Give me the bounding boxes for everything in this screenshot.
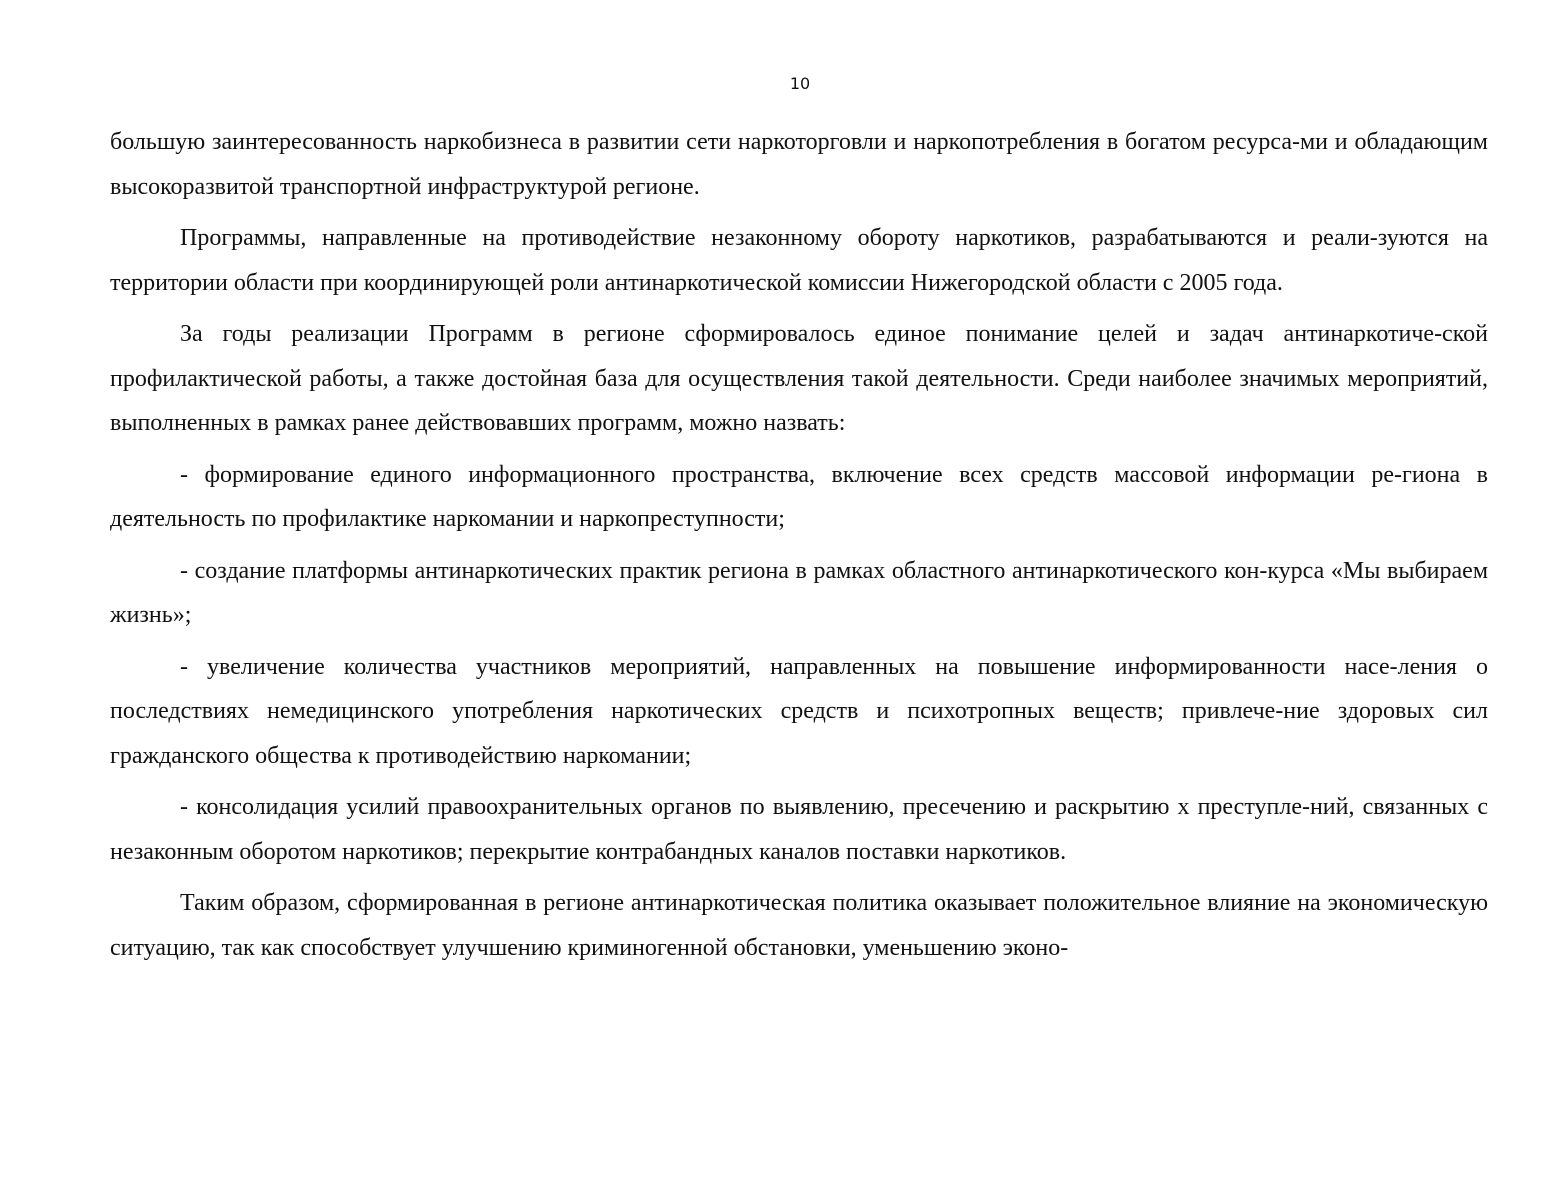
document-body xyxy=(110,120,1488,977)
list-item-participants: - увеличение количества участников мероприятий, направленных на повышение информированности насе-ления о последствиях немедицинского употребления наркотических средств и психотропных веществ; привлече-ние здоровых сил гражданского общества к противодействию наркомании; xyxy=(110,653,1488,769)
paragraph-conclusion: Таким образом, сформированная в регионе антинаркотическая политика оказывает положительное влияние на экономическую ситуацию, так как способствует улучшению криминогенной обстановки, уменьшению эконо- xyxy=(110,890,1488,961)
page-number: 10 xyxy=(789,74,811,93)
paragraph-programs: Программы, направленные на противодействие незаконному обороту наркотиков, разрабатываются и реали-зуются на территории области при координирующей роли антинаркотической комиссии Нижегородской области с 2005 года. xyxy=(110,225,1488,296)
paragraph-continuation: большую заинтересованность наркобизнеса в развитии сети наркоторговли и наркопотребления в богатом ресурса-ми и обладающим высокоразвитой транспортной инфраструктурой регионе. xyxy=(110,129,1488,200)
list-item-practice-platform: - создание платформы антинаркотических практик региона в рамках областного антинаркотического кон-курса «Мы выбираем жизнь»; xyxy=(110,557,1488,628)
list-item-law-enforcement: - консолидация усилий правоохранительных органов по выявлению, пресечению и раскрытию х преступле-ний, связанных с незаконным оборотом наркотиков; перекрытие контрабандных каналов поставки наркотиков. xyxy=(110,794,1488,865)
list-item-information-space: - формирование единого информационного пространства, включение всех средств массовой информации ре-гиона в деятельность по профилактике наркомании и наркопреступности; xyxy=(110,461,1488,532)
paragraph-results: За годы реализации Программ в регионе сформировалось единое понимание целей и задач антинаркотиче-ской профилактической работы, а также достойная база для осуществления такой деятельности. Среди наиболее значимых мероприятий, выполненных в рамках ранее действовавших программ, можно назвать: xyxy=(110,321,1488,436)
